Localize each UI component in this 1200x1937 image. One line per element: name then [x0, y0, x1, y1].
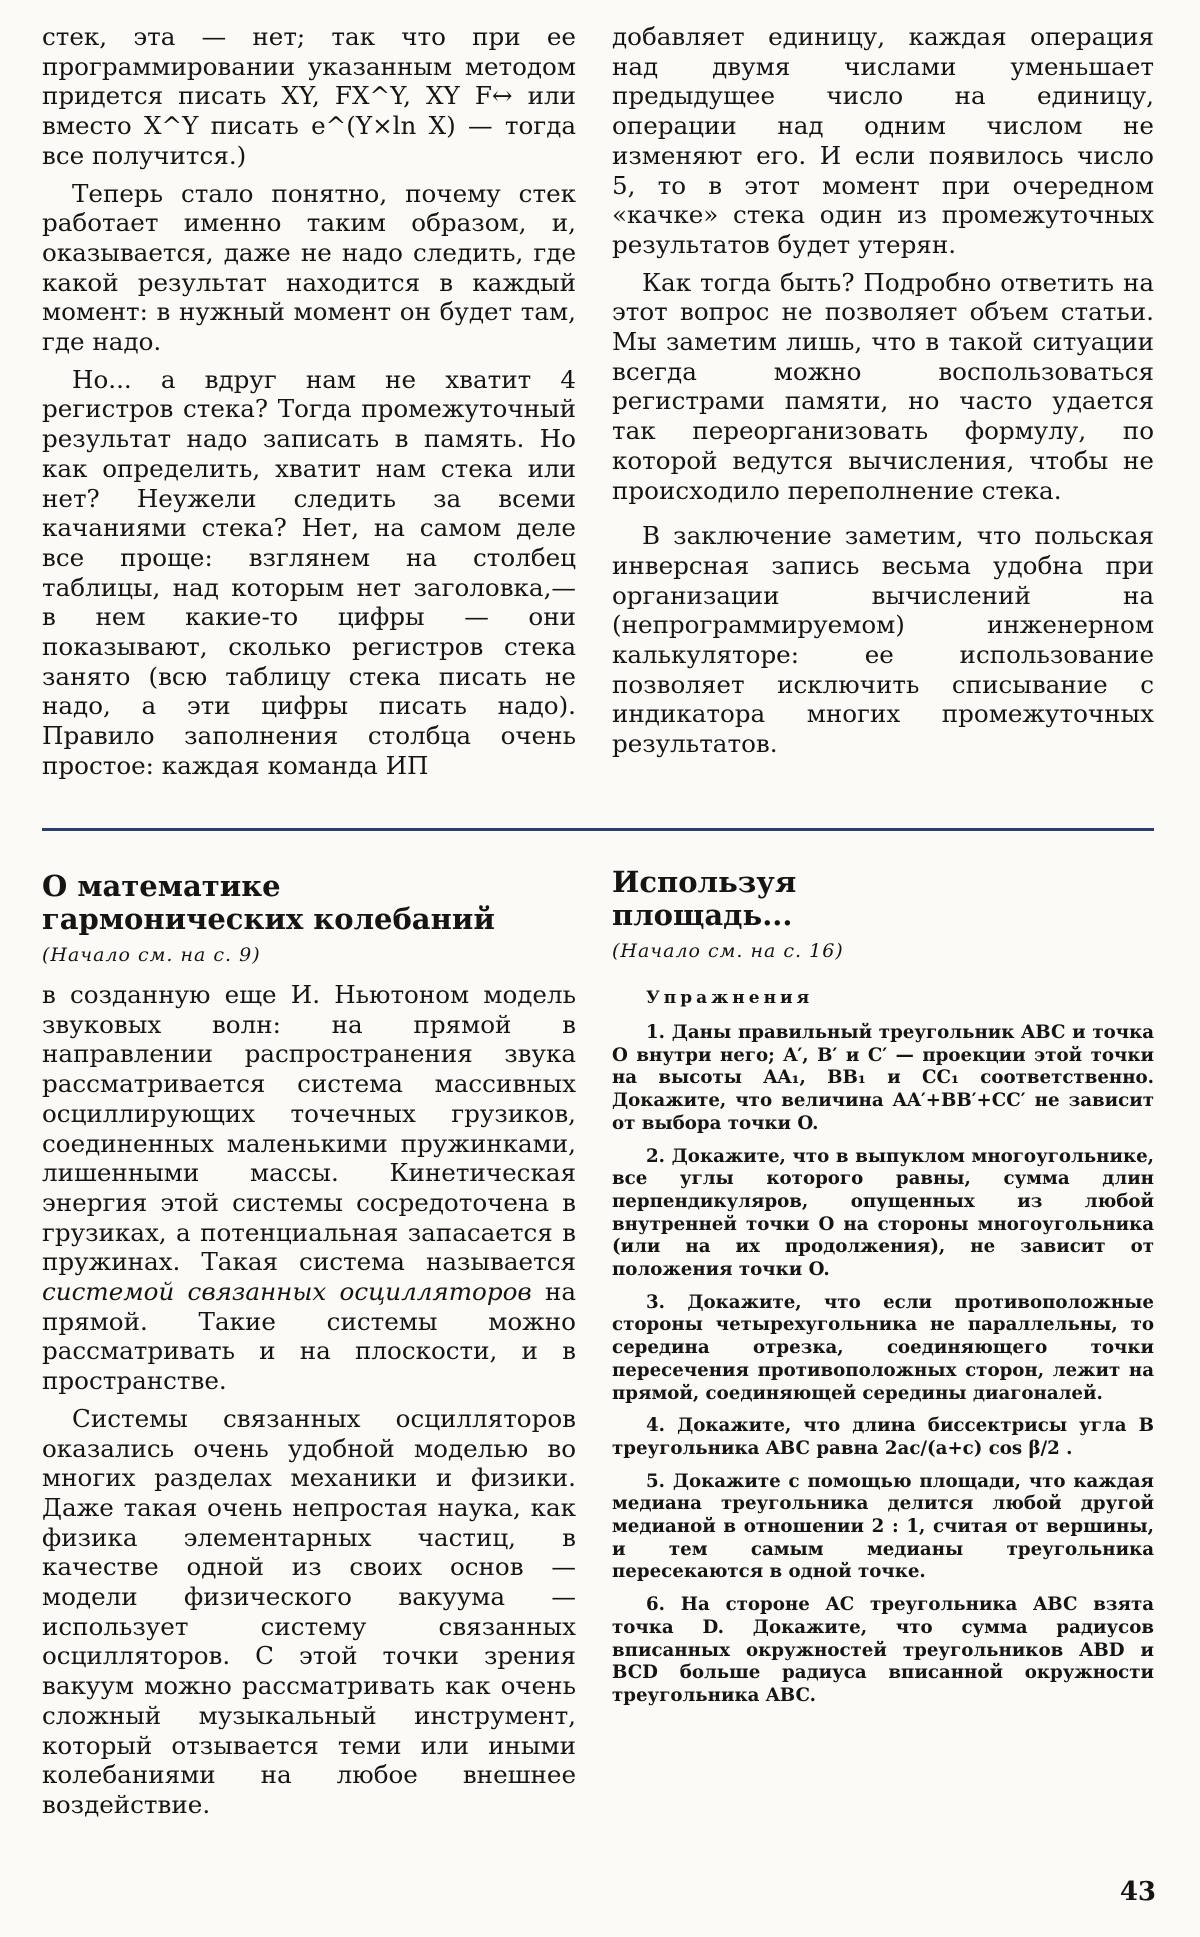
- exercise-1: 1. Даны правильный треугольник ABC и точка O внутри него; A′, B′ и C′ — проекции этой точки на высоты AA₁, BB₁ и CC₁ соответственно. Докажите, что величина AA′+BB′+CC′ не зависит от выбора точки O.: [612, 1022, 1154, 1134]
- paragraph-1-text-a: в созданную еще И. Ньютоном модель звуковых волн: на прямой в направлении распространения звука рассматривается система массивных осциллирующих точечных грузиков, соединенных маленькими пружинками, лишенными массы. Кинетическая энергия этой системы сосредоточена в грузиках, а потенциальная запасается в пружинах. Такая система называется: [42, 980, 576, 1277]
- exercise-6: 6. На стороне AC треугольника ABC взята точка D. Докажите, что сумма радиусов вписанных окружностей треугольников ABD и BCD больше радиуса вписанной окружности треугольника ABC.: [612, 1594, 1154, 1706]
- exercises-heading: Упражнения: [646, 988, 814, 1008]
- top-left-paragraph-2: Теперь стало понятно, почему стек работает именно таким образом, и, оказывается, даже не надо следить, где какой результат находится в каждый момент: в нужный момент он будет там, где надо.: [42, 178, 576, 357]
- top-left-column: [42, 22, 576, 781]
- article-paragraph-2: Системы связанных осцилляторов оказались очень удобной моделью во многих разделах механики и физики. Даже такая очень непростая наука, как физика элементарных частиц, в качестве одной из своих основ — модели физического вакуума — использует систему связанных осцилляторов. С этой точки зрения вакуум можно рассматривать как очень сложный музыкальный инструмент, который отзывается теми или иными колебаниями на любое внешнее воздействие.: [42, 1403, 576, 1819]
- top-right-paragraph-3: В заключение заметим, что польская инверсная запись весьма удобна при организации вычислений на (непрограммируемом) инженерном калькуляторе: ее использование позволяет исключить списывание с индикатора многих промежуточных результатов.: [612, 521, 1154, 759]
- top-right-column: [612, 22, 1154, 759]
- page-number: 43: [1119, 1877, 1156, 1907]
- article-title-oscillations: [42, 870, 576, 936]
- exercise-5: 5. Докажите с помощью площади, что каждая медиана треугольника делится любой другой медианой в отношении 2 : 1, считая от вершины, и тем самым медианы треугольника пересекаются в одной точке.: [612, 1470, 1154, 1583]
- exercise-3: 3. Докажите, что если противоположные стороны четырехугольника не параллельны, то середина отрезка, соединяющего точки пересечения противоположных сторон, лежит на прямой, соединяющей середины диагоналей.: [612, 1291, 1154, 1404]
- title-line-1: О математике: [42, 869, 281, 903]
- article-area: [612, 866, 1154, 1718]
- top-right-paragraph-2: Как тогда быть? Подробно ответить на этот вопрос не позволяет объем статьи. Мы заметим лишь, что в такой ситуации всегда можно воспользоваться регистрами памяти, но часто удается так переорганизовать формулу, по которой ведутся вычисления, чтобы не происходило переполнение стека.: [612, 267, 1154, 505]
- paragraph-1-text-b: на прямой. Такие системы можно рассматривать и на плоскости, и в пространстве.: [42, 1277, 576, 1396]
- exercises-list: [612, 1022, 1154, 1708]
- article-oscillations: [42, 870, 576, 1820]
- term-coupled-oscillators: системой связанных осцилляторов: [42, 1277, 532, 1307]
- top-left-paragraph-1: стек, эта — нет; так что при ее программировании указанным методом придется писать XY, FX^Y, XY F↔ или вместо X^Y писать e^(Y×ln X) — тогда все получится.): [42, 22, 576, 170]
- article-body-oscillations: [42, 980, 576, 1820]
- article-paragraph-1: [42, 980, 576, 1396]
- top-right-paragraph-1: добавляет единицу, каждая операция над двумя числами уменьшает предыдущее число на единицу, операции над одним числом не изменяют его. И если появилось число 5, то в этот момент при очередном «качке» стека один из промежуточных результатов будет утерян.: [612, 22, 1154, 259]
- title-line-1: Используя: [612, 865, 797, 899]
- continued-from-note: (Начало см. на с. 9): [42, 944, 261, 966]
- exercise-2: 2. Докажите, что в выпуклом многоугольнике, все углы которого равны, сумма длин перпендикуляров, опущенных из любой внутренней точки O на стороны многоугольника (или на их продолжения), не зависит от положения точки O.: [612, 1145, 1154, 1281]
- top-left-paragraph-3: Но... а вдруг нам не хватит 4 регистров стека? Тогда промежуточный результат надо записать в память. Но как определить, хватит нам стека или нет? Неужели следить за всеми качаниями стека? Нет, на самом деле все проще: взглянем на столбец таблицы, над которым нет заголовка,— в нем какие-то цифры — они показывают, сколько регистров стека занято (всю таблицу стека писать не надо, а эти цифры писать надо). Правило заполнения столбца очень простое: каждая команда ИП: [42, 364, 576, 780]
- title-line-2: гармонических колебаний: [42, 902, 495, 936]
- article-title-area: [612, 866, 1154, 932]
- exercise-4: 4. Докажите, что длина биссектрисы угла B треугольника ABC равна 2ac/(a+c) cos β/2 .: [612, 1415, 1154, 1459]
- continued-from-note: (Начало см. на с. 16): [612, 940, 844, 962]
- title-line-2: площадь...: [612, 898, 793, 932]
- section-divider: [42, 828, 1154, 831]
